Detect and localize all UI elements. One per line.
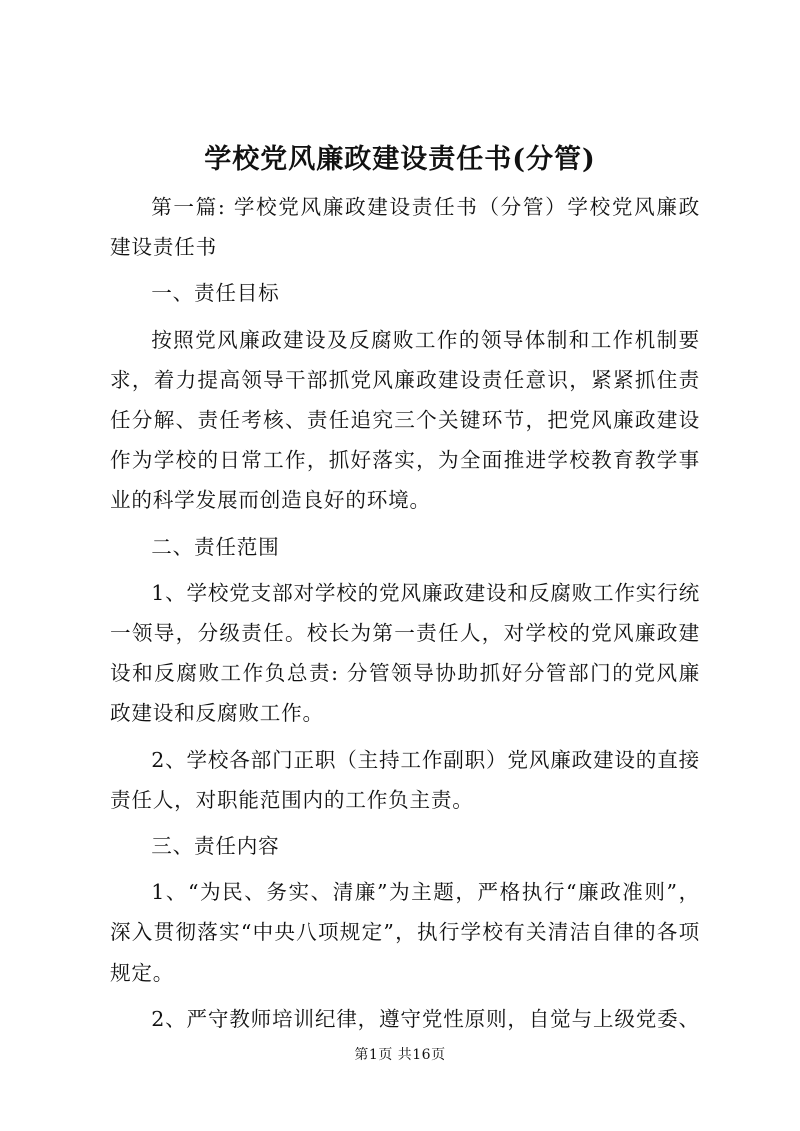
paragraph-content-item-2: 2、严守教师培训纪律，遵守党性原则，自觉与上级党委、 (151, 1006, 700, 1031)
paragraph-scope-item-2: 2、学校各部门正职（主持工作副职）党风廉政建设的直接责任人，对职能范围内的工作负主责。 (110, 747, 700, 812)
paragraph-responsibility-goal: 按照党风廉政建设及反腐败工作的领导体制和工作机制要求，着力提高领导干部抓党风廉政建设责任意识，紧紧抓住责任分解、责任考核、责任追究三个关键环节，把党风廉政建设作为学校的日常工作，抓好落实，为全面推进学校教育教学事业的科学发展而创造良好的环境。 (110, 327, 700, 513)
section-heading-responsibility-goal: 一、责任目标 (151, 281, 280, 306)
document-body (110, 187, 700, 1045)
paragraph-scope-item-1: 1、学校党支部对学校的党风廉政建设和反腐败工作实行统一领导，分级责任。校长为第一责任人，对学校的党风廉政建设和反腐败工作负总责: 分管领导协助抓好分管部门的党风廉政建设和反腐败工作。 (110, 580, 700, 726)
paragraph-heading-first-article: 第一篇: 学校党风廉政建设责任书（分管）学校党风廉政建设责任书 (110, 195, 700, 260)
document-title: 学校党风廉政建设责任书(分管) (204, 144, 596, 175)
section-heading-responsibility-content: 三、责任内容 (151, 834, 280, 859)
paragraph-content-item-1: 1、“为民、务实、清廉”为主题，严格执行“廉政准则”，深入贯彻落实“中央八项规定”，执行学校有关清洁自律的各项规定。 (110, 880, 701, 985)
section-heading-responsibility-scope: 二、责任范围 (151, 534, 280, 559)
page-number-footer: 第1页 共16页 (354, 1047, 446, 1063)
